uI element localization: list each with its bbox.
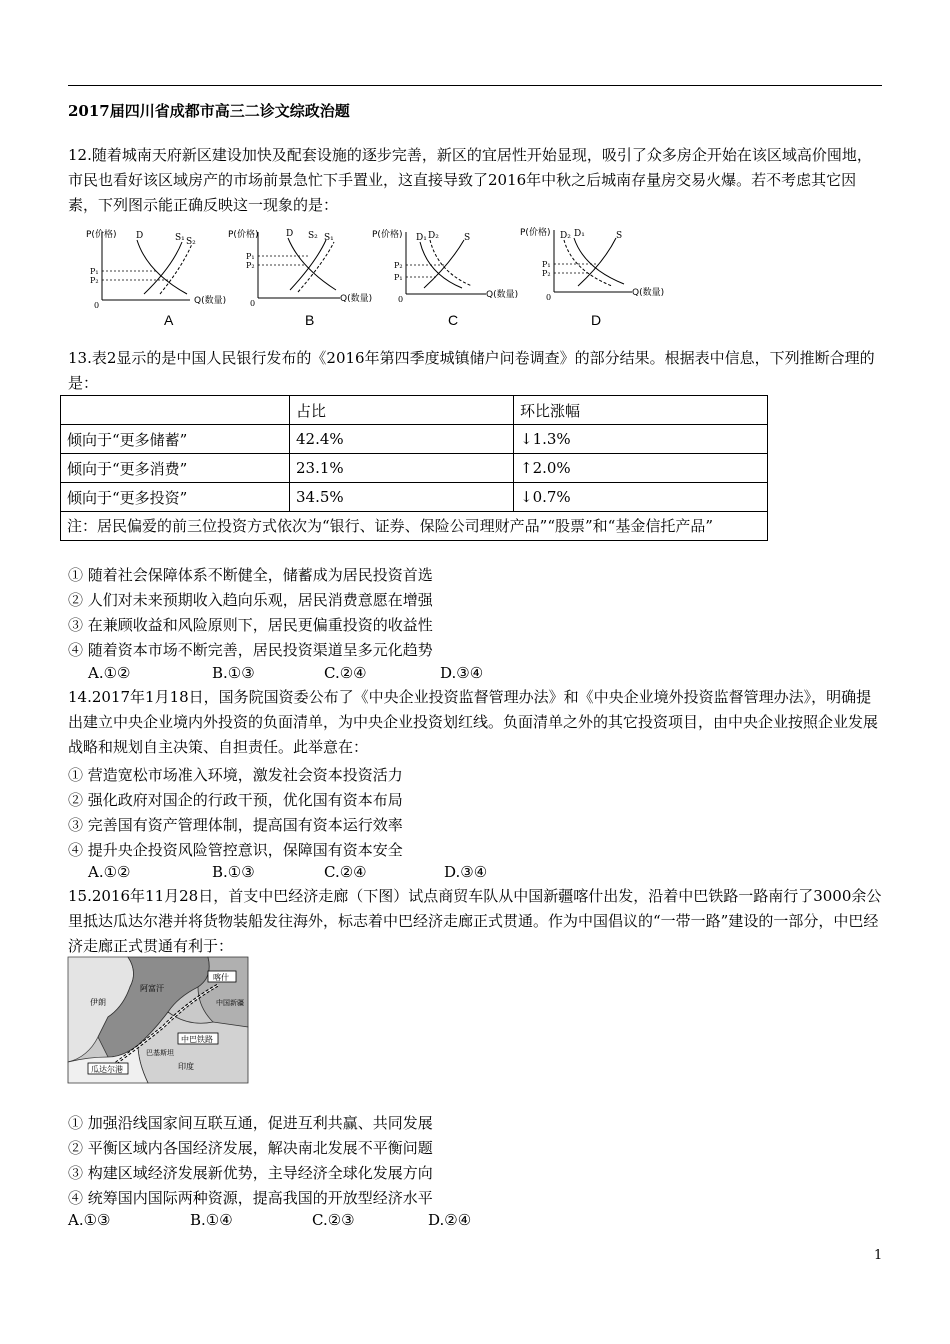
q14-item: ③ 完善国有资产管理体制，提高国有资本运行效率 [68, 816, 403, 834]
graph-b-curve-s2: S₂ [308, 231, 318, 241]
graph-b-p1: P₁ [246, 252, 255, 261]
graph-b-p2: P₂ [246, 261, 255, 270]
graph-b-origin: 0 [250, 299, 256, 308]
table-note-row [61, 512, 768, 541]
graph-c-p1: P₁ [394, 273, 403, 282]
graph-b-xlabel: Q(数量) [340, 294, 373, 304]
graph-b-ylabel: P(价格) [228, 230, 259, 240]
option-d: D.②④ [428, 1211, 472, 1229]
graph-a-curve-s2: S₂ [186, 237, 196, 247]
graph-b-curve-s1: S₁ [324, 233, 334, 243]
map-label-railway: 中巴铁路 [181, 1035, 213, 1044]
q15-item: ② 平衡区域内各国经济发展，解决南北发展不平衡问题 [68, 1139, 433, 1157]
table-cell: 34.5% [290, 483, 514, 512]
option-a: A.①② [88, 863, 131, 881]
q15-item: ① 加强沿线国家间互联互通，促进互利共赢、共同发展 [68, 1114, 433, 1132]
graph-d-origin: 0 [546, 293, 552, 302]
graph-b-svg [228, 222, 373, 312]
option-a: A.①③ [68, 1211, 111, 1229]
table-row [61, 425, 768, 454]
q13-stem: 13.表2显示的是中国人民银行发布的《2016年第四季度城镇储户问卷调查》的部分结果。根据表中信息，下列推断合理的是： [68, 349, 875, 392]
map-label-pakistan: 巴基斯坦 [146, 1049, 174, 1057]
q12-stem: 12.随着城南天府新区建设加快及配套设施的逐步完善，新区的宜居性开始显现，吸引了众多房企开始在该区域高价囤地，市民也看好该区域房产的市场前景急忙下手置业，这直接导致了2016年中秋之后城南存量房交易火爆。若不考虑其它因素，下列图示能正确反映这一现象的是： [68, 146, 872, 214]
map-label-india: 印度 [178, 1062, 194, 1071]
corridor-map [68, 957, 248, 1083]
table-note: 注：居民偏爱的前三位投资方式依次为“银行、证券、保险公司理财产品”“股票”和“基金信托产品” [61, 512, 768, 541]
q12-graph-c [372, 222, 519, 334]
q14-item: ② 强化政府对国企的行政干预，优化国有资本布局 [68, 791, 403, 809]
table-cell: 23.1% [290, 454, 514, 483]
graph-c-curve-d2: D₂ [428, 231, 439, 241]
graph-a-letter: A [164, 312, 174, 328]
graph-c-svg [372, 222, 519, 312]
graph-a-p2: P₂ [90, 276, 99, 285]
graph-d-xlabel: Q(数量) [632, 288, 665, 298]
graph-a-curve-d: D [136, 231, 144, 241]
q13-item: ① 随着社会保障体系不断健全，储蓄成为居民投资首选 [68, 566, 433, 584]
map-label-xinjiang: 中国新疆 [216, 999, 244, 1007]
table-row [61, 454, 768, 483]
graph-c-curve-s: S [464, 233, 471, 243]
graph-a-origin: 0 [94, 301, 100, 310]
q13-item: ② 人们对未来预期收入趋向乐观，居民消费意愿在增强 [68, 591, 433, 609]
table-cell: ↓1.3% [514, 425, 768, 454]
option-c: C.②④ [324, 664, 367, 682]
graph-a-xlabel: Q(数量) [194, 296, 227, 306]
graph-d-curve-d2: D₂ [560, 231, 571, 241]
table-header-cell: 占比 [290, 396, 514, 425]
graph-a-ylabel: P(价格) [86, 230, 117, 240]
q13-item: ④ 随着资本市场不断完善，居民投资渠道呈多元化趋势 [68, 641, 433, 659]
graph-c-ylabel: P(价格) [372, 230, 403, 240]
q15-stem: 15.2016年11月28日，首支中巴经济走廊（下图）试点商贸车队从中国新疆喀什出发，沿着中巴铁路一路南行了3000余公里抵达瓜达尔港并将货物装船发往海外，标志着中巴经济走廊正式贯通。作为中国倡议的“一带一路”建设的一部分，中巴经济走廊正式贯通有利于： [68, 887, 882, 955]
table-row [61, 483, 768, 512]
table-header-cell [61, 396, 290, 425]
graph-d-ylabel: P(价格) [520, 228, 551, 238]
graph-a-p1: P₁ [90, 267, 99, 276]
graph-d-p1: P₁ [542, 260, 551, 269]
graph-c-letter: C [448, 312, 459, 328]
option-b: B.①④ [190, 1211, 233, 1229]
table-cell: 42.4% [290, 425, 514, 454]
map-label-iran: 伊朗 [90, 998, 106, 1007]
table-header-cell: 环比涨幅 [514, 396, 768, 425]
graph-d-letter: D [591, 312, 602, 328]
table-cell: ↑2.0% [514, 454, 768, 483]
header-rule [68, 85, 882, 86]
map-label-gwadar: 瓜达尔港 [91, 1065, 123, 1074]
q15-item: ④ 统筹国内国际两种资源，提高我国的开放型经济水平 [68, 1189, 433, 1207]
q14-item: ① 营造宽松市场准入环境，激发社会资本投资活力 [68, 766, 403, 784]
table-header-row [61, 396, 768, 425]
graph-c-curve-d1: D₁ [416, 233, 427, 243]
q14-item: ④ 提升央企投资风险管控意识，保障国有资本安全 [68, 841, 403, 859]
table-cell: 倾向于“更多储蓄” [61, 425, 290, 454]
graph-b-letter: B [305, 312, 315, 328]
map-label-afghanistan: 阿富汗 [140, 984, 164, 993]
page-number: 1 [874, 1248, 883, 1263]
graph-d-p2: P₂ [542, 269, 551, 278]
q12-graph-a [82, 222, 227, 334]
document-title: 2017届四川省成都市高三二诊文综政治题 [68, 102, 350, 120]
option-d: D.③④ [440, 664, 484, 682]
q13-item: ③ 在兼顾收益和风险原则下，居民更偏重投资的收益性 [68, 616, 433, 634]
graph-c-p2: P₂ [394, 261, 403, 270]
q12-graph-b [228, 222, 373, 334]
graph-c-origin: 0 [398, 295, 404, 304]
table-cell: ↓0.7% [514, 483, 768, 512]
graph-a-curve-s1: S₁ [175, 233, 185, 243]
table-cell: 倾向于“更多消费” [61, 454, 290, 483]
graph-b-curve-d: D [286, 229, 294, 239]
graph-d-svg [520, 222, 670, 312]
corridor-map-svg [68, 957, 248, 1083]
option-b: B.①③ [212, 664, 255, 682]
option-c: C.②④ [324, 863, 367, 881]
graph-d-curve-d1: D₁ [574, 229, 585, 239]
q15-item: ③ 构建区域经济发展新优势，主导经济全球化发展方向 [68, 1164, 433, 1182]
table-cell: 倾向于“更多投资” [61, 483, 290, 512]
option-d: D.③④ [444, 863, 488, 881]
option-a: A.①② [88, 664, 131, 682]
option-c: C.②③ [312, 1211, 355, 1229]
option-b: B.①③ [212, 863, 255, 881]
graph-d-curve-s: S [616, 231, 623, 241]
q14-stem: 14.2017年1月18日，国务院国资委公布了《中央企业投资监督管理办法》和《中央企业境外投资监督管理办法》，明确提出建立中央企业境内外投资的负面清单，为中央企业投资划红线。负面清单之外的其它投资项目，由中央企业按照企业发展战略和规划自主决策、自担责任。此举意在： [68, 688, 879, 756]
survey-table [60, 395, 768, 541]
graph-a-svg [82, 222, 227, 312]
graph-c-xlabel: Q(数量) [486, 290, 519, 300]
map-label-kashgar: 喀什 [213, 973, 229, 982]
